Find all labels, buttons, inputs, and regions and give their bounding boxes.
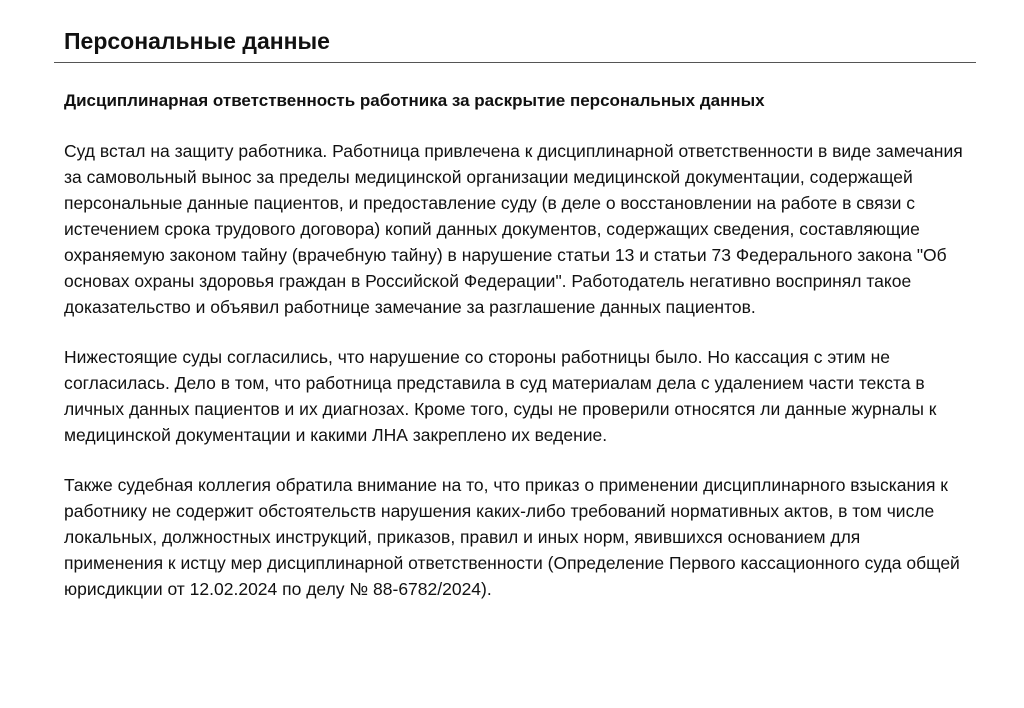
title-divider — [54, 62, 976, 63]
article-body — [64, 88, 964, 626]
article-paragraph-3: Также судебная коллегия обратила внимание на то, что приказ о применении дисциплинарного взыскания к работнику не содержит обстоятельств нарушения каких-либо требований нормативных актов, в том числе локальных, должностных инструкций, приказов, правил и иных норм, явившихся основанием для применения к истцу мер дисциплинарной ответственности (Определение Первого кассационного суда общей юрисдикции от 12.02.2024 по делу № 88-6782/2024). — [64, 475, 960, 599]
article-subtitle: Дисциплинарная ответственность работника за раскрытие персональных данных — [64, 91, 765, 110]
article-paragraph-1: Суд встал на защиту работника. Работница привлечена к дисциплинарной ответственности в виде замечания за самовольный вынос за пределы медицинской организации медицинской документации, содержащей персональные данные пациентов, и предоставление суду (в деле о восстановлении на работе в связи с истечением срока трудового договора) копий данных документов, содержащих сведения, составляющие охраняемую законом тайну (врачебную тайну) в нарушение статьи 13 и статьи 73 Федерального закона "Об основах охраны здоровья граждан в Российской Федерации". Работодатель негативно воспринял такое доказательство и объявил работнице замечание за разглашение данных пациентов. — [64, 141, 963, 317]
article-paragraph-2: Нижестоящие суды согласились, что нарушение со стороны работницы было. Но кассация с этим не согласилась. Дело в том, что работница представила в суд материалам дела с удалением части текста в личных данных пациентов и их диагнозах. Кроме того, суды не проверили относятся ли данные журналы к медицинской документации и какими ЛНА закреплено их ведение. — [64, 347, 937, 445]
page-title: Персональные данные — [64, 28, 330, 54]
